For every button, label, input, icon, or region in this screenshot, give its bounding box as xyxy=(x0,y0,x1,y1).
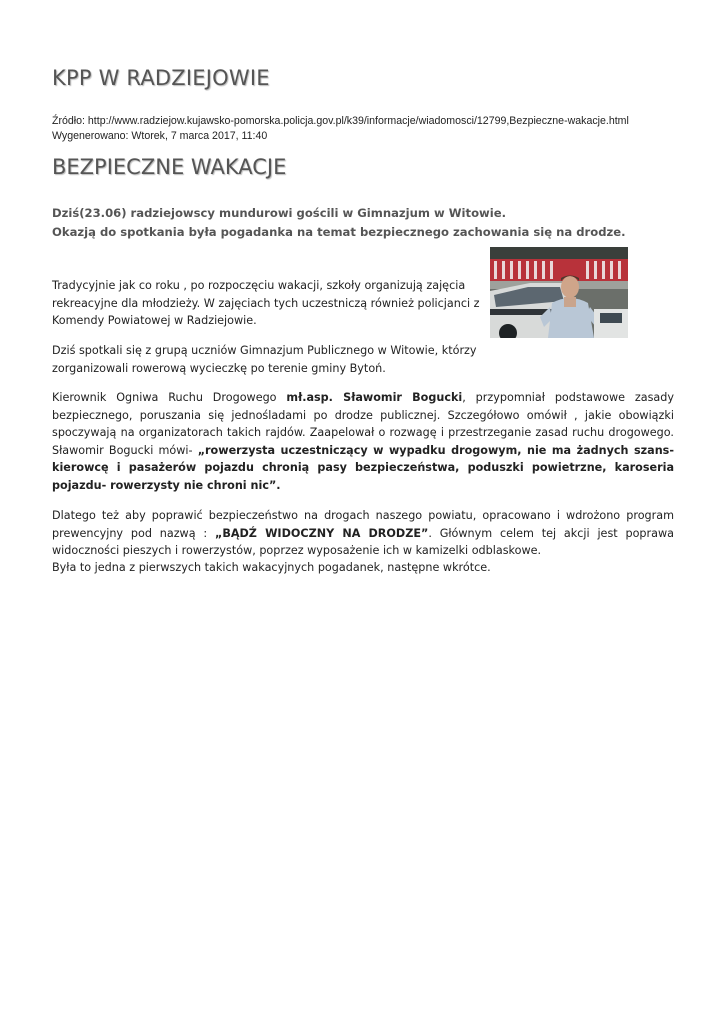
p3-text-a: Kierownik Ogniwa Ruchu Drogowego xyxy=(52,391,287,404)
source-line: Źródło: http://www.radziejow.kujawsko-pomorska.policja.gov.pl/k39/informacje/wiadomosci/12799,Bezpieczne-wakacje.html xyxy=(52,115,629,127)
program-name: „BĄDŹ WIDOCZNY NA DRODZE” xyxy=(214,526,429,540)
paragraph-5: Była to jedna z pierwszych takich wakacyjnych pogadanek, następne wkrótce. xyxy=(52,561,491,574)
p3-text-c: , przypomniał podstawowe zasady bezpiecznego, poruszania się jednośladami po drodze publicznej. Szczegółowo omówił , jakie obowiązki spoczywają na organizatorach takich rajdów. Zaapelował o rozwagę i przestrzeganie zasad ruchu drogowego. Sławomir Bogucki mówi- xyxy=(52,391,674,457)
site-title: KPP W RADZIEJOWIE xyxy=(52,66,270,90)
paragraph-4 xyxy=(52,507,674,560)
paragraph-2: Dziś spotkali się z grupą uczniów Gimnazjum Publicznego w Witowie, którzy zorganizowali rowerową wycieczkę po terenie gminy Bytoń. xyxy=(52,344,477,375)
lead-line-2: Okazją do spotkania była pogadanka na temat bezpiecznego zachowania się na drodze. xyxy=(52,225,626,239)
paragraph-1: Tradycyjnie jak co roku , po rozpoczęciu wakacji, szkoły organizują zajęcia rekreacyjne dla młodzieży. W zajęciach tych uczestniczą również policjanci z Komendy Powiatowej w Radziejowie. xyxy=(52,279,480,327)
p4-text-a: Dlatego też aby poprawić bezpieczeństwo na drogach naszego powiatu, opracowano i wdrożono program prewencyjny pod nazwą : xyxy=(52,509,674,540)
lead-line-1: Dziś(23.06) radziejowscy mundurowi gościli w Gimnazjum w Witowie. xyxy=(52,206,506,220)
article-title: BEZPIECZNE WAKACJE xyxy=(52,155,287,179)
officer-quote: „rowerzysta uczestniczący w wypadku drogowym, nie ma żadnych szans- kierowcę i pasażerów pojazdu chronią pasy bezpieczeństwa, poduszki powietrzne, karoseria pojazdu- rowerzysty nie chroni nic”. xyxy=(52,443,674,492)
document-meta xyxy=(52,114,692,143)
article-lead xyxy=(52,204,674,242)
police-officer-photo xyxy=(490,247,628,338)
officer-name: mł.asp. Sławomir Bogucki xyxy=(286,391,463,404)
p4-text-c: . Głównym celem tej akcji jest poprawa widoczności pieszych i rowerzystów, poprzez wyposażenie ich w kamizelki odblaskowe. xyxy=(52,526,674,557)
generated-line: Wygenerowano: Wtorek, 7 marca 2017, 11:40 xyxy=(52,129,268,142)
paragraph-3 xyxy=(52,389,674,494)
